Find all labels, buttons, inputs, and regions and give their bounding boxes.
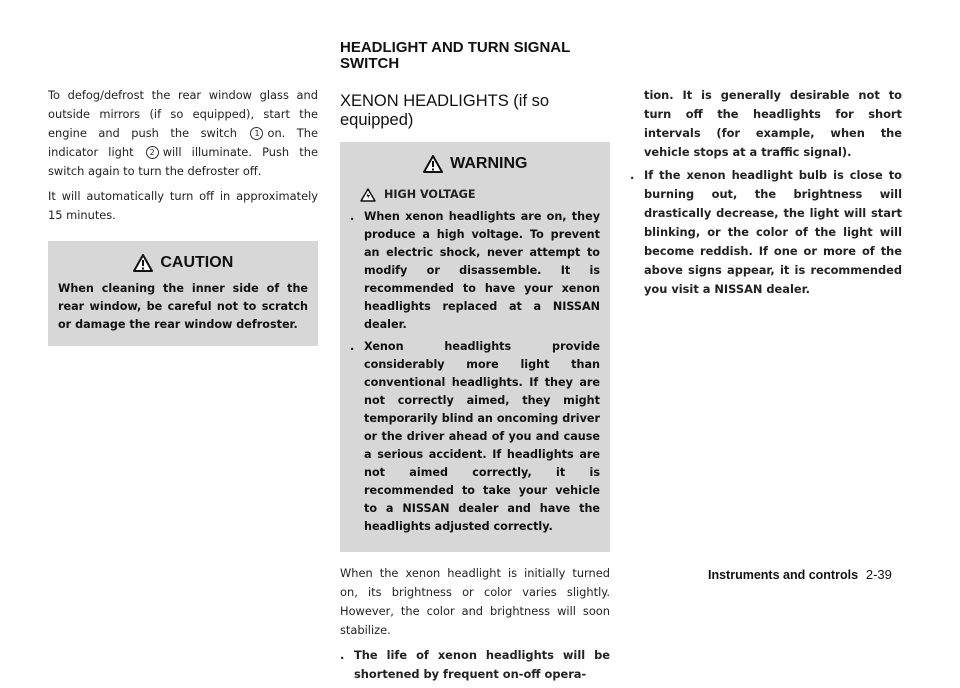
high-voltage-label: HIGH VOLTAGE — [384, 188, 476, 201]
caution-header — [58, 241, 308, 280]
auto-off-paragraph: It will automatically turn off in approximately 15 minutes. — [48, 189, 318, 222]
caution-title: CAUTION — [160, 254, 234, 271]
warning-box — [340, 142, 610, 552]
high-voltage-icon — [360, 188, 376, 202]
column-3 — [630, 86, 902, 303]
bullet-text: Xenon headlights provide considerably more light than conventional headlights. If they are not correctly aimed, they might temporarily blind an oncoming driver or the driver ahead of you and cause a serious accident. If headlights are not aimed correctly, it is recommended to take your vehicle to a NISSAN dealer and have the headlights adjusted correctly. — [364, 340, 600, 533]
warning-body — [350, 208, 600, 536]
stabilize-paragraph: When the xenon headlight is initially turned on, its brightness or color varies slightly. However, the color and brightness will soon stabilize. — [340, 566, 610, 637]
warning-bullet — [350, 338, 600, 536]
high-voltage-heading — [360, 185, 600, 204]
bullet-dot: . — [340, 648, 345, 662]
column-2 — [340, 92, 610, 688]
bulb-bullet — [630, 166, 902, 299]
continuation-paragraph: tion. It is generally desirable not to turn off the headlights for short intervals (for example, when the vehicle stops at a traffic signal). — [644, 88, 902, 159]
warning-header — [350, 142, 600, 181]
continuation-text — [630, 86, 902, 162]
bullet-dot: . — [630, 168, 635, 182]
bullet-text: The life of xenon headlights will be shortened by frequent on-off opera- — [354, 648, 610, 681]
caution-text: When cleaning the inner side of the rear window, be careful not to scratch or damage the rear window defroster. — [58, 282, 308, 331]
warning-triangle-icon — [423, 155, 443, 173]
para1-part-a: To defog/defrost the rear window glass and outside mirrors (if so equipped), start the engine and push the switch — [48, 88, 318, 140]
defroster-paragraph — [48, 86, 318, 181]
page-header — [340, 40, 570, 72]
callout-2: 2 — [146, 146, 159, 159]
header-line-1: HEADLIGHT AND TURN SIGNAL — [340, 39, 571, 56]
page-number: 2-39 — [865, 567, 892, 582]
warning-title: WARNING — [450, 155, 528, 172]
header-line-2: SWITCH — [340, 55, 400, 72]
warning-bullet — [350, 208, 600, 334]
column-1 — [48, 86, 318, 346]
para1-part-b: on. The indicator light — [48, 126, 318, 159]
warning-triangle-icon — [133, 254, 153, 272]
bullet-dot: . — [350, 340, 355, 353]
page-footer — [708, 567, 892, 582]
callout-1: 1 — [250, 127, 263, 140]
bullet-dot: . — [350, 210, 355, 223]
xenon-section-title: XENON HEADLIGHTS (if so equipped) — [340, 92, 550, 129]
footer-section: Instruments and controls — [708, 568, 859, 582]
bullet-text: When xenon headlights are on, they produce a high voltage. To prevent an electric shock, never attempt to modify or disassemble. It is recommended to have your xenon headlights replaced at a NISSAN dealer. — [364, 210, 600, 331]
caution-box — [48, 241, 318, 346]
life-bullet — [340, 646, 610, 684]
bullet-text: If the xenon headlight bulb is close to burning out, the brightness will drastically decrease, the light will start blinking, or the color of the light will become reddish. If one or more of the above signs appear, it is recommended you visit a NISSAN dealer. — [644, 168, 902, 296]
para1-part-c: will illuminate. Push the switch again to turn the defroster off. — [48, 145, 318, 178]
